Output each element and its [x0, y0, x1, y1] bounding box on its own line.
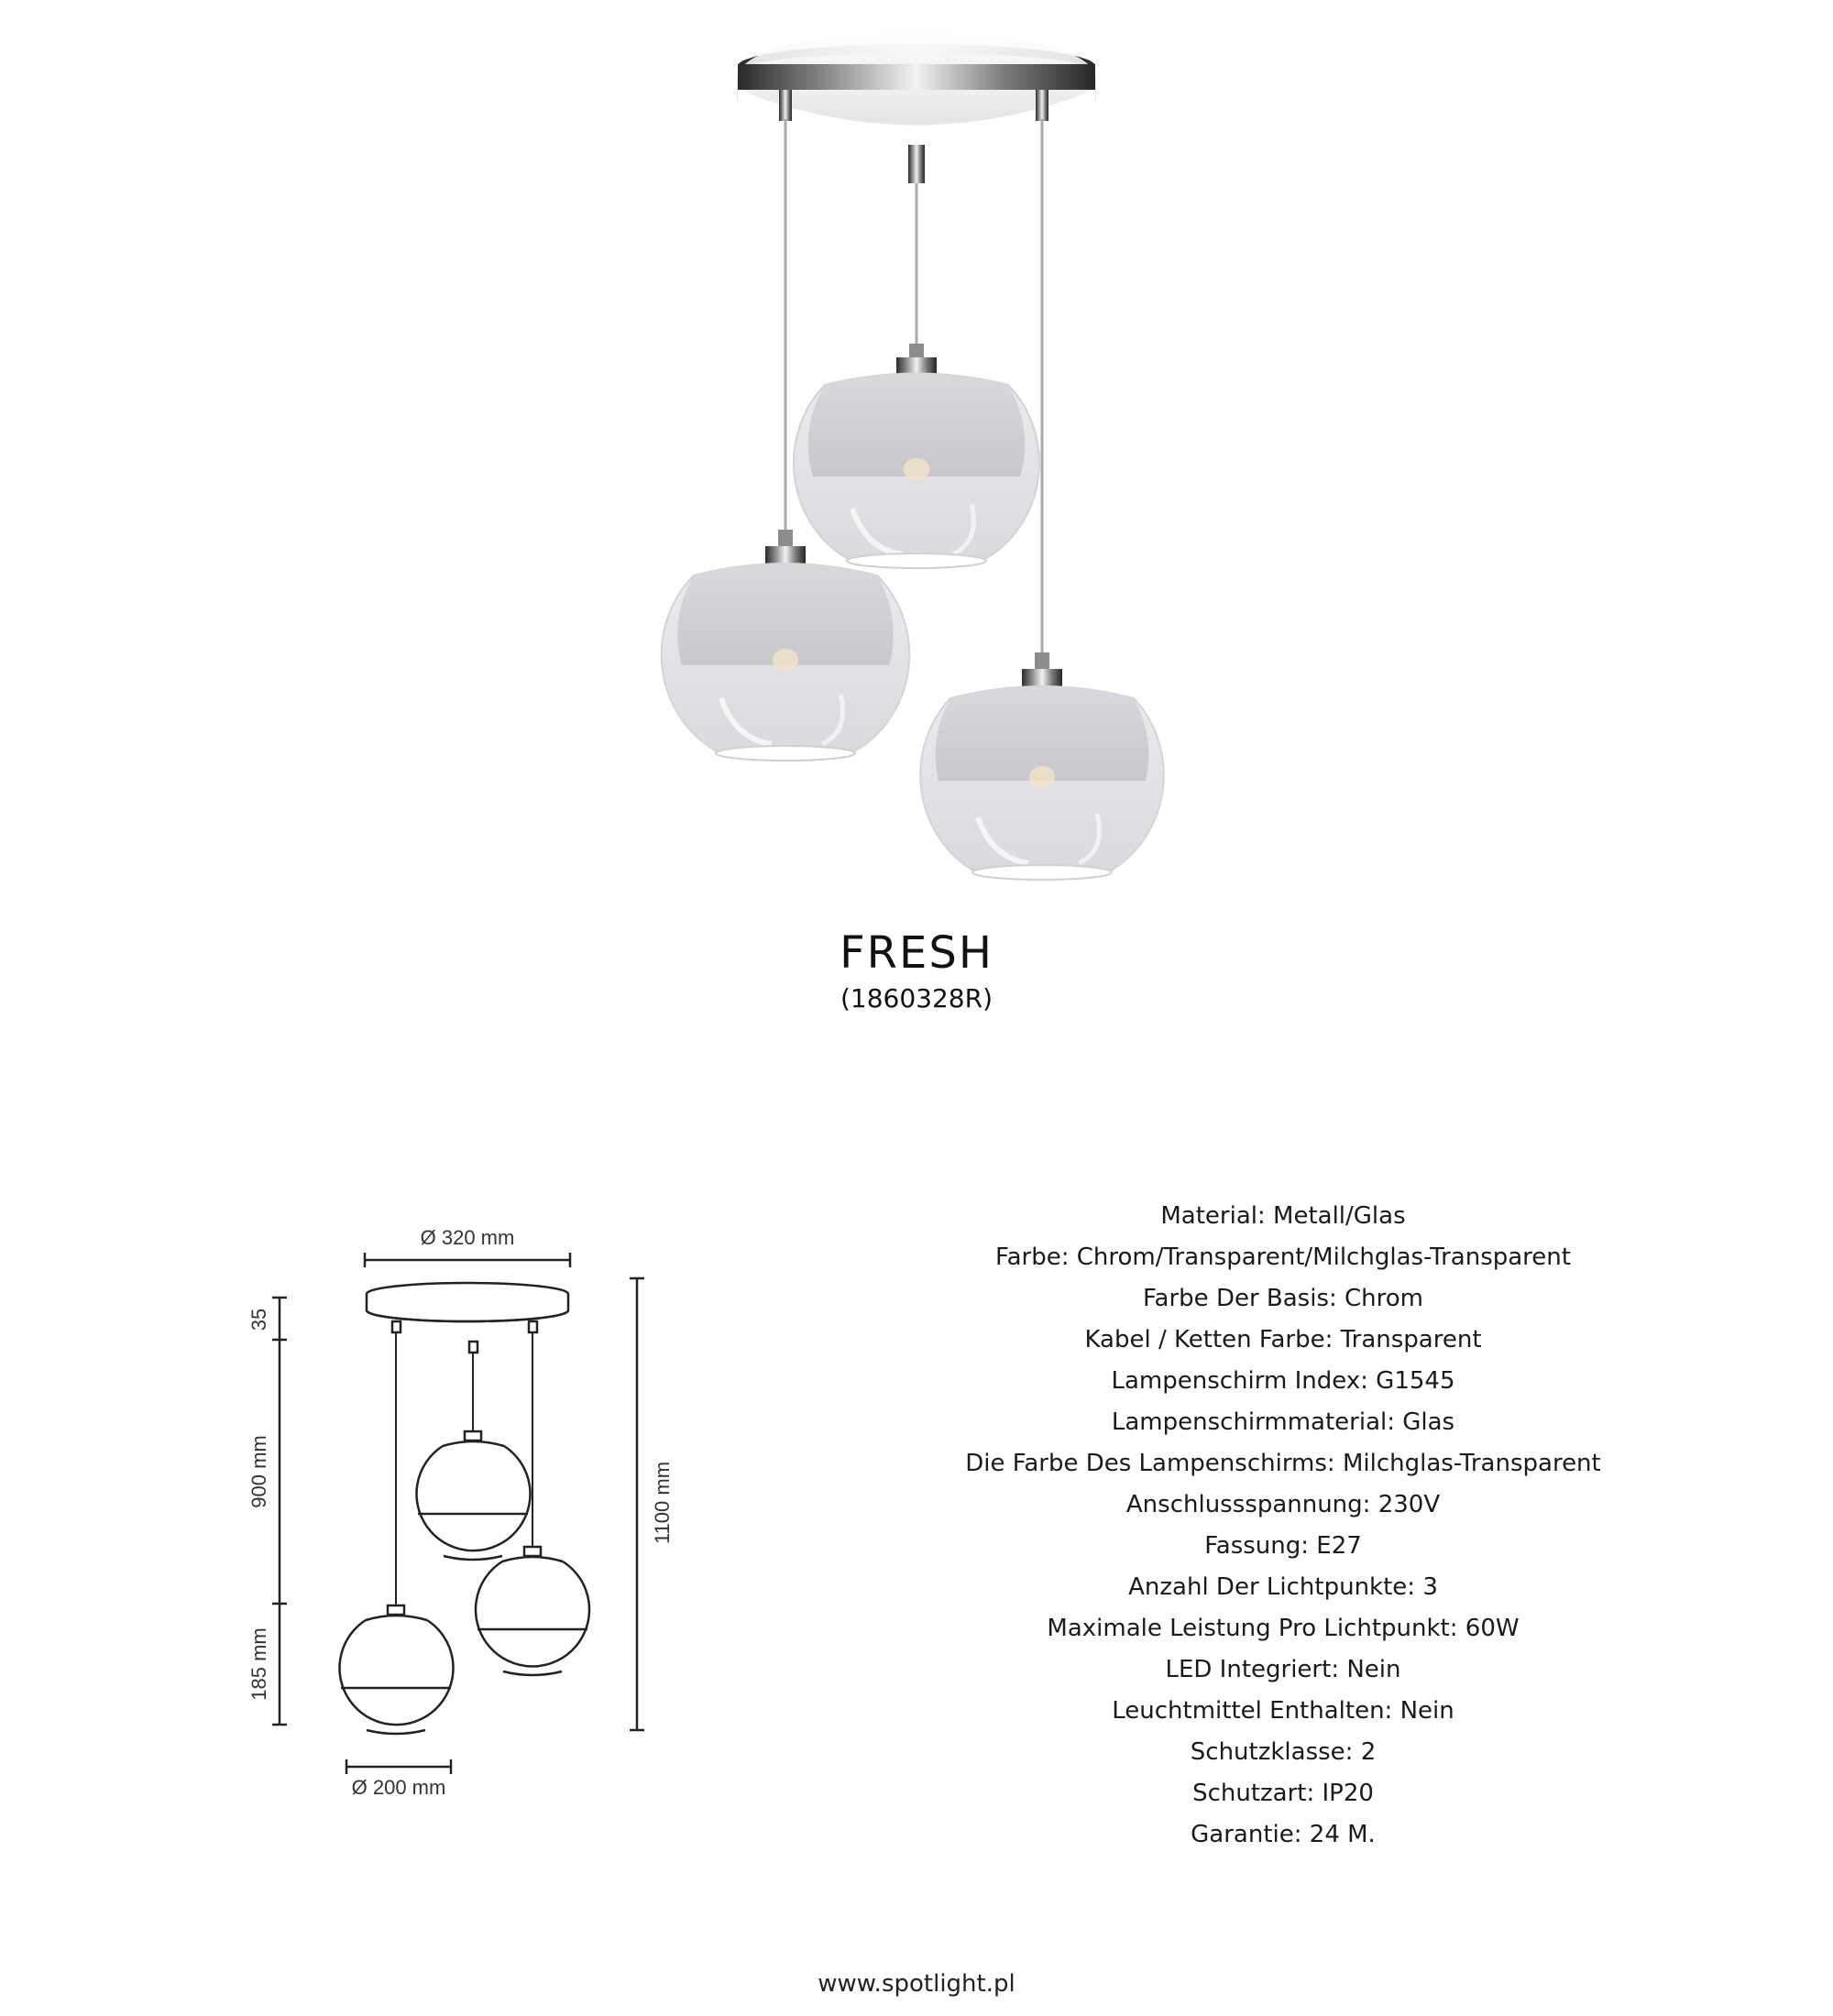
spec-item: Fassung: E27 — [1204, 1532, 1362, 1560]
shade-diameter-label: Ø 200 mm — [351, 1776, 446, 1799]
spec-item: LED Integriert: Nein — [1165, 1656, 1401, 1683]
pendant-shade-center — [794, 344, 1039, 568]
spec-item: Schutzklasse: 2 — [1190, 1738, 1377, 1766]
spec-item: Leuchtmittel Enthalten: Nein — [1112, 1697, 1454, 1725]
base-height-label: 35 — [247, 1308, 270, 1331]
spec-item: Die Farbe Des Lampenschirms: Milchglas-Transparent — [965, 1450, 1601, 1477]
product-name: FRESH — [840, 927, 993, 979]
shade-height-label: 185 mm — [247, 1627, 270, 1701]
dimension-drawing — [229, 1219, 715, 1805]
spec-item: Lampenschirm Index: G1545 — [1111, 1367, 1455, 1395]
spec-item: Farbe Der Basis: Chrom — [1142, 1285, 1424, 1312]
product-photo — [0, 0, 1833, 916]
spec-item: Farbe: Chrom/Transparent/Milchglas-Transparent — [995, 1244, 1571, 1271]
spec-list — [916, 1196, 1650, 1856]
product-code: (1860328R) — [840, 983, 993, 1013]
pendant-shade-right — [920, 652, 1164, 880]
spec-item: Material: Metall/Glas — [1160, 1202, 1406, 1230]
cable-length-label: 900 mm — [247, 1435, 270, 1508]
footer-website-link[interactable]: www.spotlight.pl — [818, 1970, 1015, 1998]
base-diameter-label: Ø 320 mm — [420, 1226, 515, 1249]
spec-item: Schutzart: IP20 — [1192, 1780, 1374, 1807]
spec-item: Garantie: 24 M. — [1191, 1821, 1376, 1848]
spec-item: Anschlussspannung: 230V — [1125, 1491, 1441, 1518]
spec-item: Maximale Leistung Pro Lichtpunkt: 60W — [1047, 1615, 1520, 1642]
spec-item: Lampenschirmmaterial: Glas — [1111, 1408, 1455, 1436]
spec-item: Kabel / Ketten Farbe: Transparent — [1084, 1326, 1482, 1353]
spec-item: Anzahl Der Lichtpunkte: 3 — [1128, 1573, 1438, 1601]
total-height-label: 1100 mm — [651, 1461, 674, 1545]
